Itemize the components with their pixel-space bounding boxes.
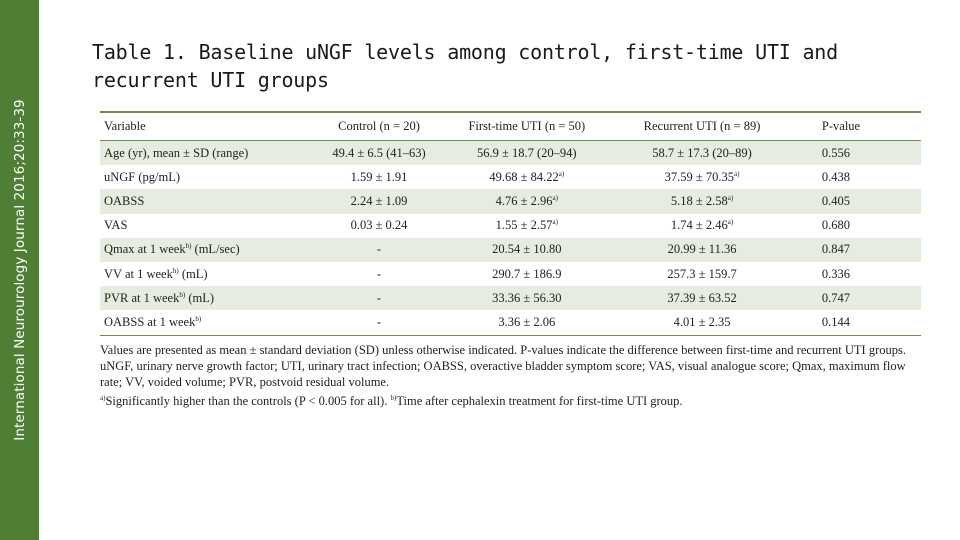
header-p-value: P-value bbox=[800, 112, 921, 141]
table-row bbox=[100, 310, 921, 335]
header-control: Control (n = 20) bbox=[309, 112, 450, 141]
p-value: 0.336 bbox=[821, 266, 851, 281]
table-notes bbox=[100, 342, 925, 409]
cell-p-value bbox=[800, 189, 921, 213]
control-value: - bbox=[376, 242, 382, 257]
table-row bbox=[100, 238, 921, 262]
table-row bbox=[100, 189, 921, 213]
first-time-value: 4.76 ± 2.96 bbox=[495, 193, 553, 208]
cell-first-time-uti bbox=[450, 286, 605, 310]
control-value: 0.03 ± 0.24 bbox=[350, 218, 408, 233]
p-value: 0.144 bbox=[821, 314, 851, 329]
footnote-b-text: Time after cephalexin treatment for first-time UTI group. bbox=[396, 394, 683, 408]
table-header-row bbox=[100, 112, 921, 141]
cell-recurrent-uti bbox=[604, 238, 800, 262]
note-values: Values are presented as mean ± standard deviation (SD) unless otherwise indicated. P-values indicate the difference between first-time and recurrent UTI groups. bbox=[100, 343, 906, 357]
cell-p-value bbox=[800, 310, 921, 335]
cell-p-value bbox=[800, 286, 921, 310]
recurrent-value: 58.7 ± 17.3 (20–89) bbox=[652, 145, 752, 160]
table-row bbox=[100, 141, 921, 166]
cell-variable bbox=[100, 238, 309, 262]
cell-first-time-uti bbox=[450, 310, 605, 335]
control-value: 1.59 ± 1.91 bbox=[350, 169, 408, 184]
footnote-b-mark: b) bbox=[390, 394, 397, 402]
cell-p-value bbox=[800, 238, 921, 262]
cell-first-time-uti bbox=[450, 214, 605, 238]
table-row bbox=[100, 214, 921, 238]
control-value: - bbox=[376, 266, 382, 281]
journal-sidebar bbox=[0, 0, 39, 540]
p-value: 0.747 bbox=[821, 290, 851, 305]
slide-title: Table 1. Baseline uNGF levels among control, first-time UTI and recurrent UTI groups bbox=[92, 40, 838, 92]
first-time-value: 20.54 ± 10.80 bbox=[492, 242, 562, 257]
cell-control bbox=[309, 214, 450, 238]
data-table-container bbox=[100, 111, 921, 336]
variable-label: Qmax at 1 week bbox=[104, 242, 186, 257]
footnote-a-text: Significantly higher than the controls (P < 0.005 for all). bbox=[105, 394, 391, 408]
first-time-value: 1.55 ± 2.57 bbox=[495, 218, 553, 233]
cell-variable bbox=[100, 141, 309, 166]
cell-control bbox=[309, 238, 450, 262]
p-value: 0.405 bbox=[821, 193, 851, 208]
recurrent-value: 37.39 ± 63.52 bbox=[667, 290, 737, 305]
p-value: 0.556 bbox=[821, 145, 851, 160]
cell-recurrent-uti bbox=[604, 189, 800, 213]
variable-unit: (mL) bbox=[178, 266, 208, 281]
cell-control bbox=[309, 165, 450, 189]
first-time-value: 33.36 ± 56.30 bbox=[492, 290, 562, 305]
recurrent-value: 37.59 ± 70.35 bbox=[664, 169, 734, 184]
recurrent-value: 20.99 ± 11.36 bbox=[667, 242, 737, 257]
cell-control bbox=[309, 286, 450, 310]
table-row bbox=[100, 286, 921, 310]
cell-first-time-uti bbox=[450, 141, 605, 166]
variable-footnote-mark: b) bbox=[172, 266, 179, 275]
variable-label: uNGF (pg/mL) bbox=[104, 169, 181, 184]
variable-footnote-mark: b) bbox=[195, 314, 202, 323]
cell-control bbox=[309, 189, 450, 213]
recurrent-value: 1.74 ± 2.46 bbox=[670, 218, 728, 233]
recurrent-value: 5.18 ± 2.58 bbox=[670, 193, 728, 208]
footnote-a-mark: a) bbox=[100, 394, 106, 402]
cell-variable bbox=[100, 165, 309, 189]
baseline-ungf-table bbox=[100, 111, 921, 336]
cell-recurrent-uti bbox=[604, 165, 800, 189]
recurrent-value: 4.01 ± 2.35 bbox=[673, 314, 731, 329]
recurrent-value: 257.3 ± 159.7 bbox=[667, 266, 737, 281]
variable-unit: (mL) bbox=[185, 290, 214, 305]
variable-label: VV at 1 week bbox=[104, 266, 173, 281]
cell-variable bbox=[100, 262, 309, 286]
cell-p-value bbox=[800, 262, 921, 286]
cell-variable bbox=[100, 214, 309, 238]
table-row bbox=[100, 165, 921, 189]
recurrent-footnote-mark: a) bbox=[727, 218, 734, 227]
variable-label: OABSS bbox=[104, 193, 145, 208]
first-time-value: 56.9 ± 18.7 (20–94) bbox=[477, 145, 577, 160]
table-row bbox=[100, 262, 921, 286]
recurrent-footnote-mark: a) bbox=[727, 193, 734, 202]
cell-control bbox=[309, 141, 450, 166]
control-value: - bbox=[376, 290, 382, 305]
variable-footnote-mark: b) bbox=[179, 290, 186, 299]
first-time-value: 49.68 ± 84.22 bbox=[489, 169, 559, 184]
cell-p-value bbox=[800, 141, 921, 166]
cell-recurrent-uti bbox=[604, 214, 800, 238]
header-variable: Variable bbox=[100, 112, 309, 141]
cell-first-time-uti bbox=[450, 165, 605, 189]
variable-label: VAS bbox=[104, 218, 128, 233]
first-time-value: 3.36 ± 2.06 bbox=[498, 314, 556, 329]
cell-recurrent-uti bbox=[604, 141, 800, 166]
control-value: 49.4 ± 6.5 (41–63) bbox=[332, 145, 426, 160]
first-time-footnote-mark: a) bbox=[552, 218, 558, 227]
cell-p-value bbox=[800, 165, 921, 189]
control-value: - bbox=[376, 314, 382, 329]
cell-variable bbox=[100, 286, 309, 310]
cell-first-time-uti bbox=[450, 238, 605, 262]
journal-reference: International Neurourology Journal 2016;20:33-39 bbox=[12, 99, 28, 441]
first-time-footnote-mark: a) bbox=[558, 169, 565, 178]
note-footnotes bbox=[100, 390, 925, 409]
variable-footnote-mark: b) bbox=[185, 242, 192, 251]
control-value: 2.24 ± 1.09 bbox=[350, 193, 408, 208]
cell-control bbox=[309, 310, 450, 335]
variable-label: OABSS at 1 week bbox=[104, 314, 196, 329]
cell-variable bbox=[100, 189, 309, 213]
note-abbreviations: uNGF, urinary nerve growth factor; UTI, urinary tract infection; OABSS, overactive bladder symptom score; VAS, visual analogue score; Qmax, maximum flow rate; VV, voided volume; PVR, postvoid residual volume. bbox=[100, 359, 906, 389]
table-body bbox=[100, 141, 921, 336]
header-first-time-uti: First-time UTI (n = 50) bbox=[450, 112, 605, 141]
cell-variable bbox=[100, 310, 309, 335]
recurrent-footnote-mark: a) bbox=[733, 169, 740, 178]
cell-first-time-uti bbox=[450, 262, 605, 286]
header-recurrent-uti: Recurrent UTI (n = 89) bbox=[604, 112, 800, 141]
cell-p-value bbox=[800, 214, 921, 238]
cell-recurrent-uti bbox=[604, 262, 800, 286]
variable-label: PVR at 1 week bbox=[104, 290, 180, 305]
variable-label: Age (yr), mean ± SD (range) bbox=[104, 145, 249, 160]
p-value: 0.680 bbox=[821, 218, 851, 233]
cell-recurrent-uti bbox=[604, 310, 800, 335]
p-value: 0.438 bbox=[821, 169, 851, 184]
p-value: 0.847 bbox=[821, 242, 851, 257]
cell-control bbox=[309, 262, 450, 286]
first-time-value: 290.7 ± 186.9 bbox=[492, 266, 562, 281]
cell-first-time-uti bbox=[450, 189, 605, 213]
first-time-footnote-mark: a) bbox=[552, 193, 558, 202]
cell-recurrent-uti bbox=[604, 286, 800, 310]
variable-unit: (mL/sec) bbox=[191, 242, 240, 257]
